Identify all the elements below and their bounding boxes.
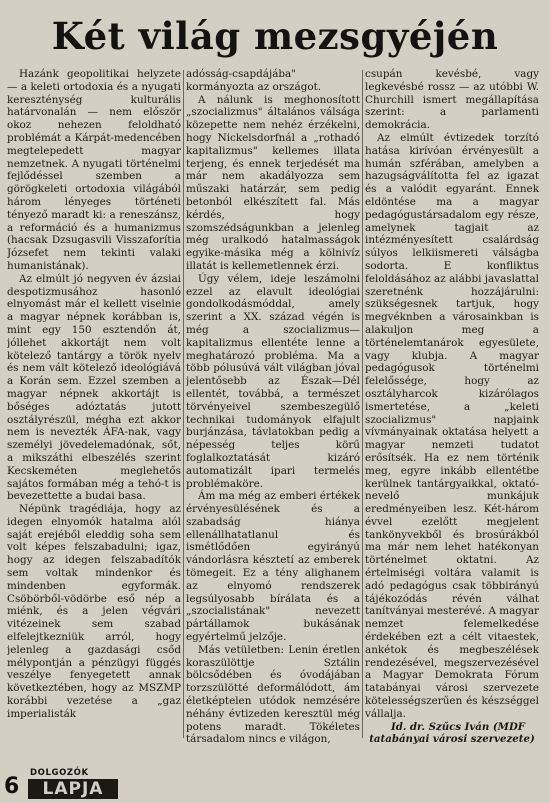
paragraph: Az elmúlt évtizedek torzító hatása kirívóan érvényesült a humán szférában, amelyben a hazugságválította fel az igazat és a valódit egyaránt. Ennek eldöntése ma a magyar pedagógustársadalom egy része, amelynek tagjait az intézményesített csalárdság súlyos lelkiismereti válságba sodorta. E konfliktus feloldásához az alábbi javaslattal szeretnénk hozzájárulni: szükségesnek tartjuk, hogy megvéknben a városainkban is alakuljon meg a történelemtanárok egyesülete, vagy klubja. A magyar pedagógusok történelmi felelőssége, hogy az osztályharcok kizárólagos ismertetése, a „keleti szocializmus" napjaink vívmányainak oktatása helyett a magyar nemzeti tudatot erősítsék. Ha ez nem történik meg, egyre inkább ellentétbe kerülnek tantárgyaikkal, oktató-nevelő munkájuk eredményeiben lesz. Két-három évvel ezelőtt megjelent tankönyvekből és brosúrákból ma már nem lehet hatékonyan történelmet oktatni. Az értelmiségi voltára valamit is adó pedagógus csak többirányú tájékozódás révén válhat tanítványai mesterévé. A magyar nemzet felemelkedése érdekében ezt a célt vitaestek, ankétok és megbeszélések rendezésével, megszervezésével a Magyar Demokrata Fórum tatabányai városi szervezete kötelességszerűen és készséggel vállalja.	[365, 131, 539, 720]
article-column-3	[365, 68, 539, 768]
column-divider	[183, 70, 184, 738]
masthead-logo-small: DOLGOZÓK	[30, 768, 89, 778]
article-column-2	[186, 68, 360, 768]
paragraph: Ám ma még az emberi értékek érvényesülésének és a szabadság hiánya ellenállhatatlanul és ismétlődően egyirányú vándorlásra késztetí az emberek tömegeit. Ez a tény alighanem az elnyomó rendszerek legsúlyosabb bírálata és a „szocialistának" nevezett pártállamok bukásának egyértelmű jelzője.	[186, 490, 360, 644]
paragraph: Az elmúlt jó negyven év ázsiai despotizmusához hasonló elnyomást már el kellett viselnie a magyar népnek korábban is, mint egy 150 esztendőn át, jóllehet akkortájt nem volt kötelező tantárgy a török nyelv és nem vált kötelező ideológiává a Korán sem. Ezzel szemben a magyar népnek akkortájt is bőséges adóztatás jutott osztályrészül, mégha ezt akkor nem is nevezték ÁFA-nak, vagy személyi jövedelemadónak, sőt, a mikszáthi elbeszélés szerint Kecskeméten meglehetős sajátos formában még a tehó-t is bevezettette a budai basa.	[7, 272, 181, 503]
paragraph: A nálunk is meghonosított „szocializmus" általános válsága közepette nem nehéz érzékelni, hogy Nickelsdorfnál a „rothadó kapitalizmus" kellemes illata terjeng, és ennek terjedését ma már nem akadályozza sem műszaki határzár, sem pedig betonból elkészített fal. Más kérdés, hogy szomszédságunkban a jelenleg még uralkodó hatalmasságok egyike-másika még a kölnivíz illatát is kellemetlennek érzi.	[186, 93, 360, 272]
masthead-logo: LAPJA	[28, 779, 118, 799]
paragraph: Népünk tragédiája, hogy az idegen elnyomók hatalma alól saját erejéből eleddig soha sem volt képes felszabadulni; igaz, hogy az idegen felszabadítók sem voltak mindenkor és mindenben egyformák. Csöbörből-vödörbe eső nép a miénk, és a jelen végvári vitézeinek sem szabad elfelejtkezniük arról, hogy jelenleg a gazdasági csőd mélypontján a pénzügyi függés veszélye fenyegetett annak következtében, hogy az MSZMP korábbi vezetése a „gaz imperialisták	[7, 503, 181, 720]
author-signature: Id. dr. Szűcs Iván (MDF tatabányai városi szervezete)	[369, 720, 535, 746]
paragraph: Hazánk geopolitikai helyzete — a keleti ortodoxia és a nyugati kereszténység kulturális határvonalán — nem először okoz nehezen feloldható problémát a Kárpát-medencében megtelepedett magyar nemzetnek. A nyugati történelmi fejlődéssel szemben a görögkeleti ortodoxia világából három lényeges történeti tényező maradt ki: a reneszánsz, a reformáció és a humanizmus (hacsak Dzsugasvili Visszaforítia Józsefet nem tekinti valaki humanistának).	[7, 68, 181, 272]
page-footer	[4, 768, 154, 800]
article-title: Két világ mezsgyéjén	[51, 14, 499, 58]
paragraph: Más vetületben: Lenin éretlen koraszülöttje Sztálin bölcsődében és óvodájában torzszülötté deformálódott, ám életképtelen utódok nemzésére néhány évtizeden keresztül még potens maradt. Tökéletes társadalom nincs e világon,	[186, 643, 360, 746]
page-number: 6	[4, 774, 20, 799]
paragraph: Úgy vélem, ideje leszámolni ezzel az elavult ideológiai gondolkodásmóddal, amely szerint a XX. század végén is még a szocializmus—kapitalizmus ellentéte lenne a meghatározó probléma. Ma a több pólusúvá vált világban jóval jelentősebb az Észak—Dél ellentét, továbbá, a természet törvényeivel szembeszegülő technikai tudományok elfajult burjánzása, távlatokban pedig a népesség teljes körű foglalkoztatását kizáró automatizált ipari termelés problémaköre.	[186, 272, 360, 490]
paragraph: csupán kevésbé, vagy legkevésbé rossz — az utóbbi W. Churchill ismert megállapítása szerint: a parlamenti demokrácia.	[365, 68, 539, 132]
article-column-1	[7, 68, 181, 768]
paragraph: adósság-csapdájába" kormányozta az országot.	[186, 68, 322, 93]
column-divider	[362, 70, 363, 738]
